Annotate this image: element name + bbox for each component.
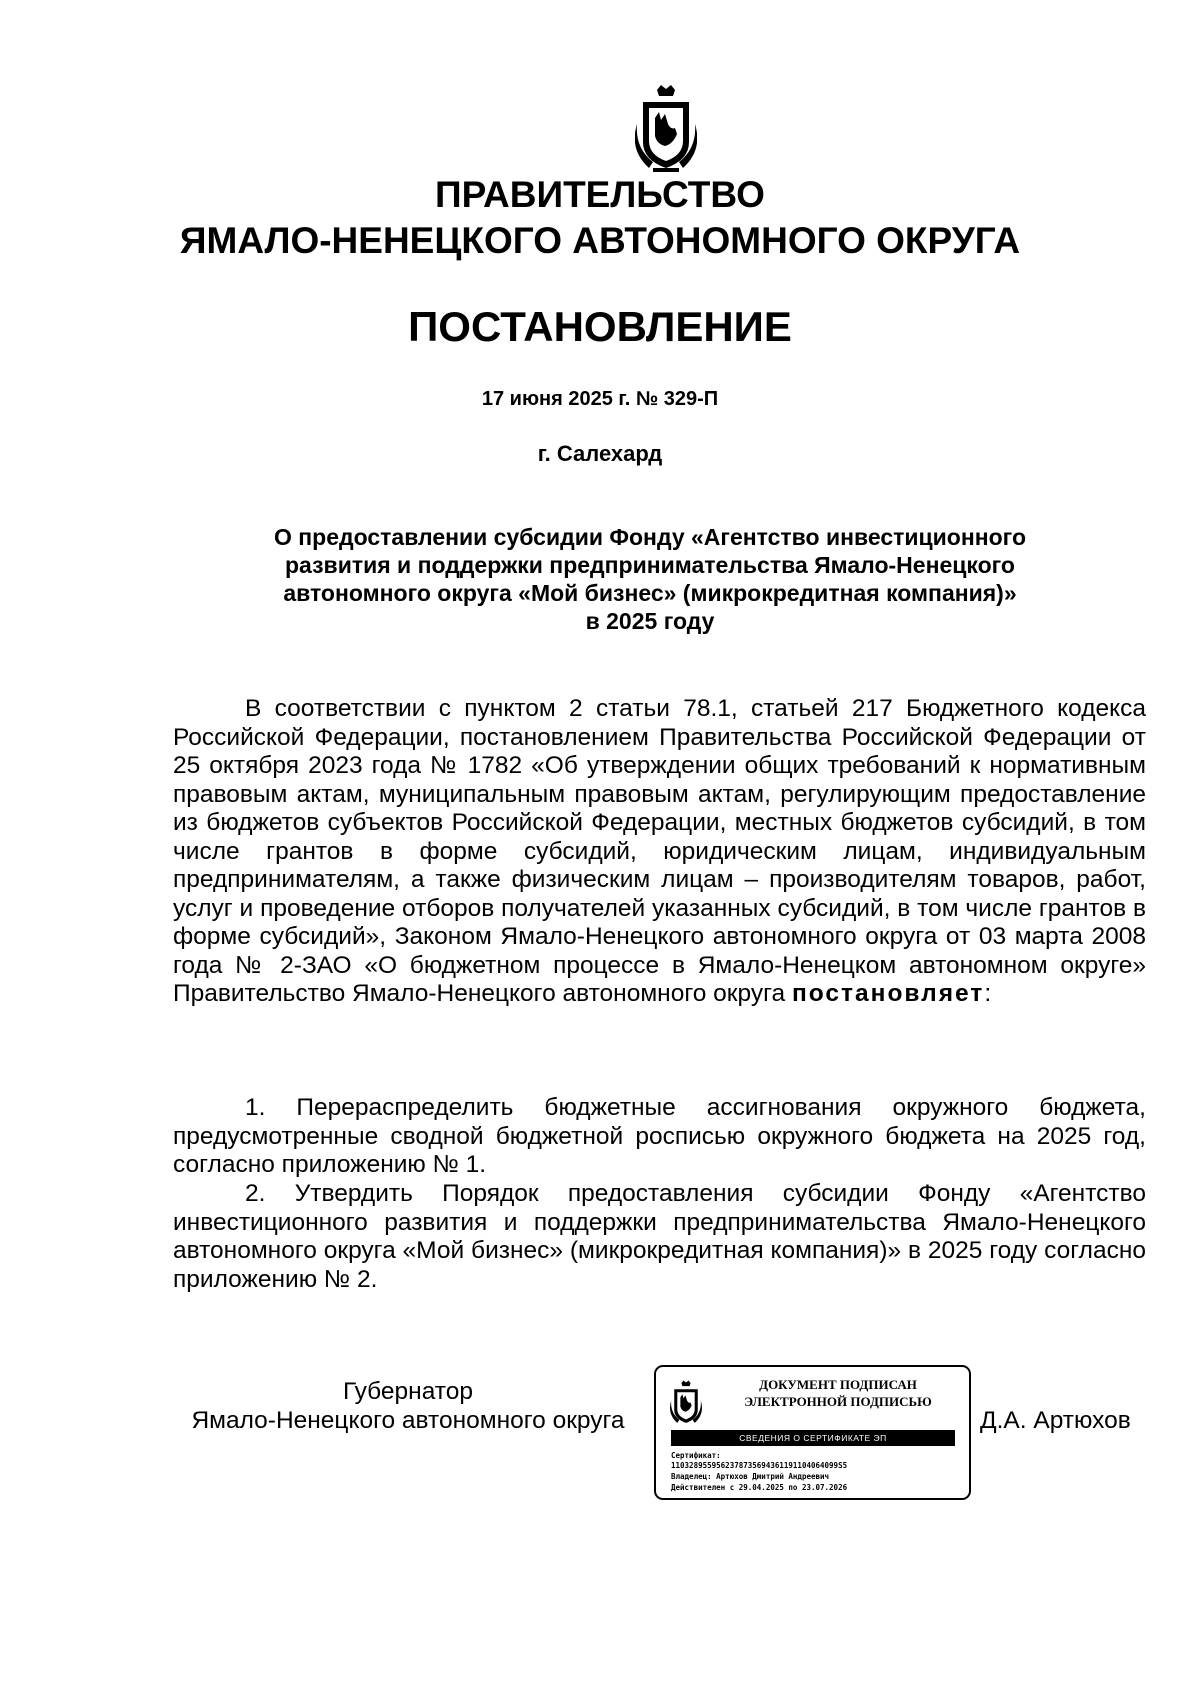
signer-position-line1: Губернатор [343, 1378, 473, 1405]
resolves-colon: : [984, 980, 992, 1007]
item-1: 1. Перераспределить бюджетные ассигнования окружного бюджета, предусмотренные сводной бюджетной росписью окружного бюджета на 2025 год, согласно приложению № 1. [173, 1094, 1146, 1178]
stamp-validity: Действителен с 29.04.2025 по 23.07.2026 [671, 1483, 848, 1492]
resolves-word: постановляет [791, 980, 985, 1007]
stamp-cert-label: Сертификат: [671, 1451, 721, 1460]
electronic-signature-stamp [654, 1365, 971, 1500]
preamble-paragraph [173, 695, 1146, 1009]
org-name-line2: ЯМАЛО-НЕНЕЦКОГО АВТОНОМНОГО ОКРУГА [179, 220, 1021, 261]
coat-of-arms-icon [635, 84, 697, 174]
document-type: ПОСТАНОВЛЕНИЕ [408, 303, 792, 350]
date-number: 17 июня 2025 г. № 329-П [481, 388, 719, 410]
item-2: 2. Утвердить Порядок предоставления субсидии Фонду «Агентство инвестиционного развития и поддержки предпринимательства Ямало-Ненецкого автономного округа «Мой бизнес» (микрокредитная компания)» в 2025 году согласно приложению № 2. [173, 1180, 1146, 1293]
stamp-heading: ДОКУМЕНТ ПОДПИСАН [759, 1377, 917, 1392]
place-of-issue: г. Салехард [537, 441, 663, 466]
stamp-owner: Владелец: Артюхов Дмитрий Андреевич [671, 1472, 830, 1481]
title-line: развития и поддержки предпринимательства Ямало-Ненецкого [285, 552, 1015, 578]
signer-name: Д.А. Артюхов [980, 1407, 1131, 1434]
stamp-coat-of-arms-icon [670, 1380, 702, 1426]
stamp-cert-number: 1103289559562378735694361191104064099S5 [671, 1461, 848, 1470]
title-line: О предоставлении субсидии Фонду «Агентство инвестиционного [273, 524, 1026, 550]
document-title [210, 523, 1090, 635]
org-name-line1: ПРАВИТЕЛЬСТВО [435, 174, 765, 215]
title-line: в 2025 году [585, 608, 715, 634]
stamp-heading: ЭЛЕКТРОННОЙ ПОДПИСЬЮ [744, 1394, 932, 1409]
signer-position-line2: Ямало-Ненецкого автономного округа [191, 1407, 625, 1434]
preamble-text: В соответствии с пунктом 2 статьи 78.1, статьей 217 Бюджетного кодекса Российской Федерации, постановлением Правительства Российской Федерации от 25 октября 2023 года № 1782 «Об утверждении общих требований к нормативным правовым актам, муниципальным правовым актам, регулирующим предоставление из бюджетов субъектов Российской Федерации, местных бюджетов субсидий, в том числе грантов в форме субсидий, юридическим лицам, индивидуальным предпринимателям, а также физическим лицам – производителям товаров, работ, услуг и проведение отборов получателей указанных субсидий, в том числе грантов в форме субсидий», Законом Ямало-Ненецкого автономного округа от 03 марта 2008 года № 2-ЗАО «О бюджетном процессе в Ямало-Ненецком автономном округе» Правительство Ямало-Ненецкого автономного округа [173, 695, 1146, 1007]
stamp-certificate-bar: СВЕДЕНИЯ О СЕРТИФИКАТЕ ЭП [671, 1430, 955, 1446]
title-line: автономного округа «Мой бизнес» (микрокредитная компания)» [283, 580, 1017, 606]
